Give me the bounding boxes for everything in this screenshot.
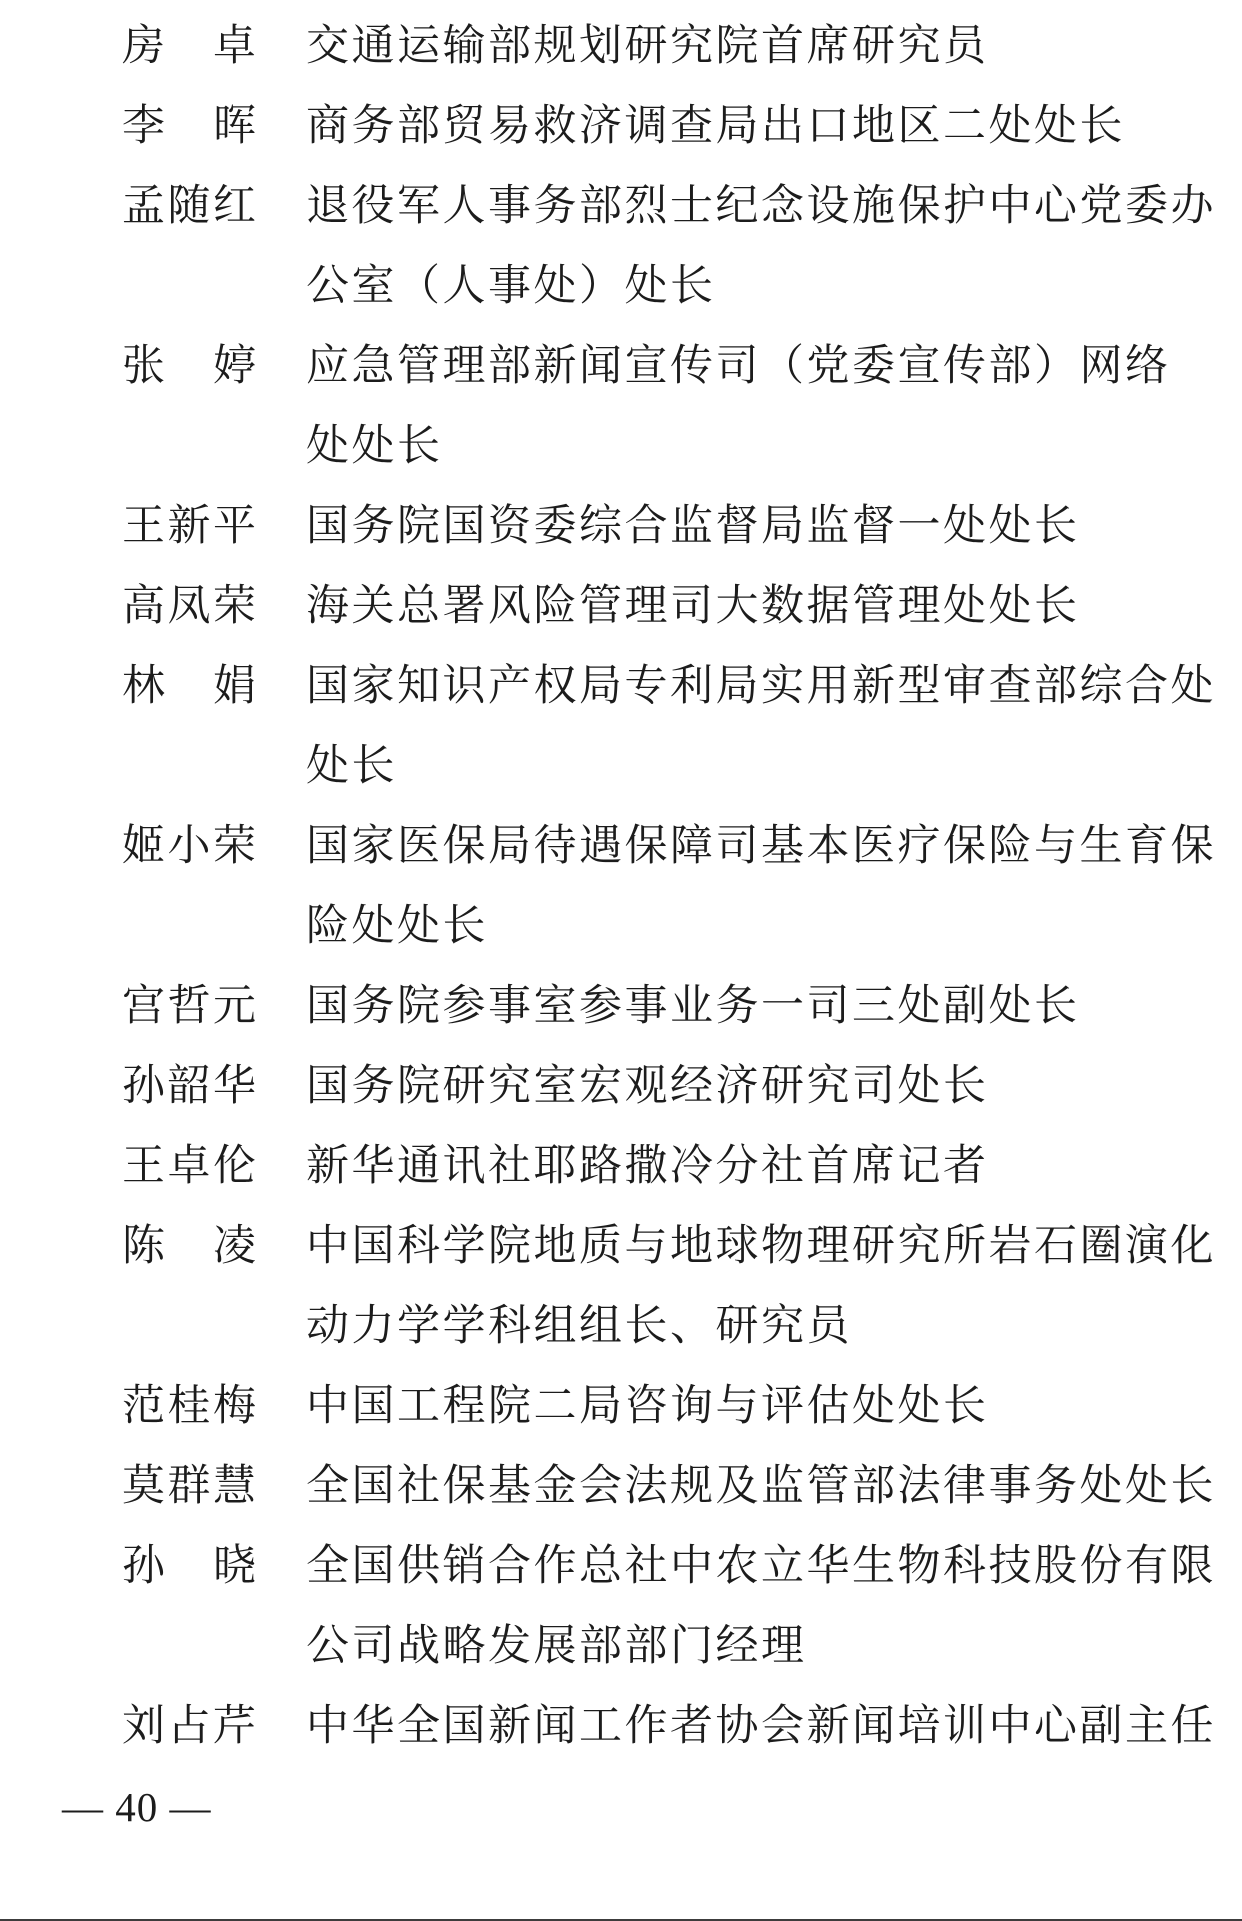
person-title bbox=[306, 1447, 1226, 1527]
person-name: 刘占芹 bbox=[122, 1703, 259, 1750]
roster-entry bbox=[0, 1447, 1242, 1527]
roster-entry bbox=[0, 1687, 1242, 1767]
roster-entry bbox=[0, 1527, 1242, 1687]
person-name: 孙 晓 bbox=[122, 1543, 259, 1590]
position-line: 全国社保基金会法规及监管部法律事务处处长 bbox=[306, 1463, 1216, 1510]
roster-entry bbox=[0, 7, 1242, 87]
roster-entry bbox=[0, 647, 1242, 807]
person-title bbox=[306, 1047, 1226, 1127]
person-name: 宫哲元 bbox=[122, 983, 259, 1030]
roster-entry bbox=[0, 1127, 1242, 1207]
position-line: 国家知识产权局专利局实用新型审查部综合处 bbox=[306, 663, 1216, 710]
roster-entry bbox=[0, 87, 1242, 167]
position-line: 全国供销合作总社中农立华生物科技股份有限 bbox=[306, 1543, 1216, 1590]
roster-entry bbox=[0, 807, 1242, 967]
person-title bbox=[306, 487, 1226, 567]
position-line: 公室（人事处）处长 bbox=[306, 263, 716, 310]
position-line: 交通运输部规划研究院首席研究员 bbox=[306, 23, 989, 70]
person-title bbox=[306, 1207, 1226, 1367]
position-line: 国务院国资委综合监督局监督一处处长 bbox=[306, 503, 1080, 550]
position-line: 处处长 bbox=[306, 423, 443, 470]
position-line: 国务院研究室宏观经济研究司处长 bbox=[306, 1063, 989, 1110]
roster-entry bbox=[0, 1367, 1242, 1447]
roster-entry bbox=[0, 567, 1242, 647]
position-line: 中国工程院二局咨询与评估处处长 bbox=[306, 1383, 989, 1430]
person-name: 林 娟 bbox=[122, 663, 259, 710]
position-line: 商务部贸易救济调查局出口地区二处处长 bbox=[306, 103, 1125, 150]
roster-entry bbox=[0, 167, 1242, 327]
person-title bbox=[306, 1367, 1226, 1447]
person-title bbox=[306, 327, 1226, 487]
position-line: 中国科学院地质与地球物理研究所岩石圈演化 bbox=[306, 1223, 1216, 1270]
roster-list bbox=[0, 7, 1242, 1767]
person-name: 孟随红 bbox=[122, 183, 259, 230]
position-line: 处长 bbox=[306, 743, 397, 790]
position-line: 应急管理部新闻宣传司（党委宣传部）网络 bbox=[306, 343, 1171, 390]
person-title bbox=[306, 807, 1226, 967]
position-line: 动力学学科组组长、研究员 bbox=[306, 1303, 852, 1350]
person-name: 孙韶华 bbox=[122, 1063, 259, 1110]
person-name: 李 晖 bbox=[122, 103, 259, 150]
person-title bbox=[306, 1687, 1226, 1767]
person-title bbox=[306, 567, 1226, 647]
position-line: 国务院参事室参事业务一司三处副处长 bbox=[306, 983, 1080, 1030]
position-line: 公司战略发展部部门经理 bbox=[306, 1623, 807, 1670]
position-line: 海关总署风险管理司大数据管理处处长 bbox=[306, 583, 1080, 630]
person-name: 王新平 bbox=[122, 503, 259, 550]
position-line: 险处处长 bbox=[306, 903, 488, 950]
page-number: — 40 — bbox=[62, 1784, 212, 1830]
person-title bbox=[306, 167, 1226, 327]
person-title bbox=[306, 1127, 1226, 1207]
person-name: 房 卓 bbox=[122, 23, 259, 70]
position-line: 退役军人事务部烈士纪念设施保护中心党委办 bbox=[306, 183, 1216, 230]
roster-entry bbox=[0, 967, 1242, 1047]
person-name: 姬小荣 bbox=[122, 823, 259, 870]
position-line: 中华全国新闻工作者协会新闻培训中心副主任 bbox=[306, 1703, 1216, 1750]
person-name: 张 婷 bbox=[122, 343, 259, 390]
position-line: 新华通讯社耶路撒冷分社首席记者 bbox=[306, 1143, 989, 1190]
person-name: 莫群慧 bbox=[122, 1463, 259, 1510]
person-title bbox=[306, 1527, 1226, 1687]
person-title bbox=[306, 647, 1226, 807]
person-name: 陈 凌 bbox=[122, 1223, 259, 1270]
roster-entry bbox=[0, 487, 1242, 567]
roster-entry bbox=[0, 1047, 1242, 1127]
roster-entry bbox=[0, 327, 1242, 487]
position-line: 国家医保局待遇保障司基本医疗保险与生育保 bbox=[306, 823, 1216, 870]
person-name: 范桂梅 bbox=[122, 1383, 259, 1430]
person-title bbox=[306, 87, 1226, 167]
person-name: 王卓伦 bbox=[122, 1143, 259, 1190]
roster-entry bbox=[0, 1207, 1242, 1367]
person-title bbox=[306, 7, 1226, 87]
person-title bbox=[306, 967, 1226, 1047]
person-name: 高凤荣 bbox=[122, 583, 259, 630]
